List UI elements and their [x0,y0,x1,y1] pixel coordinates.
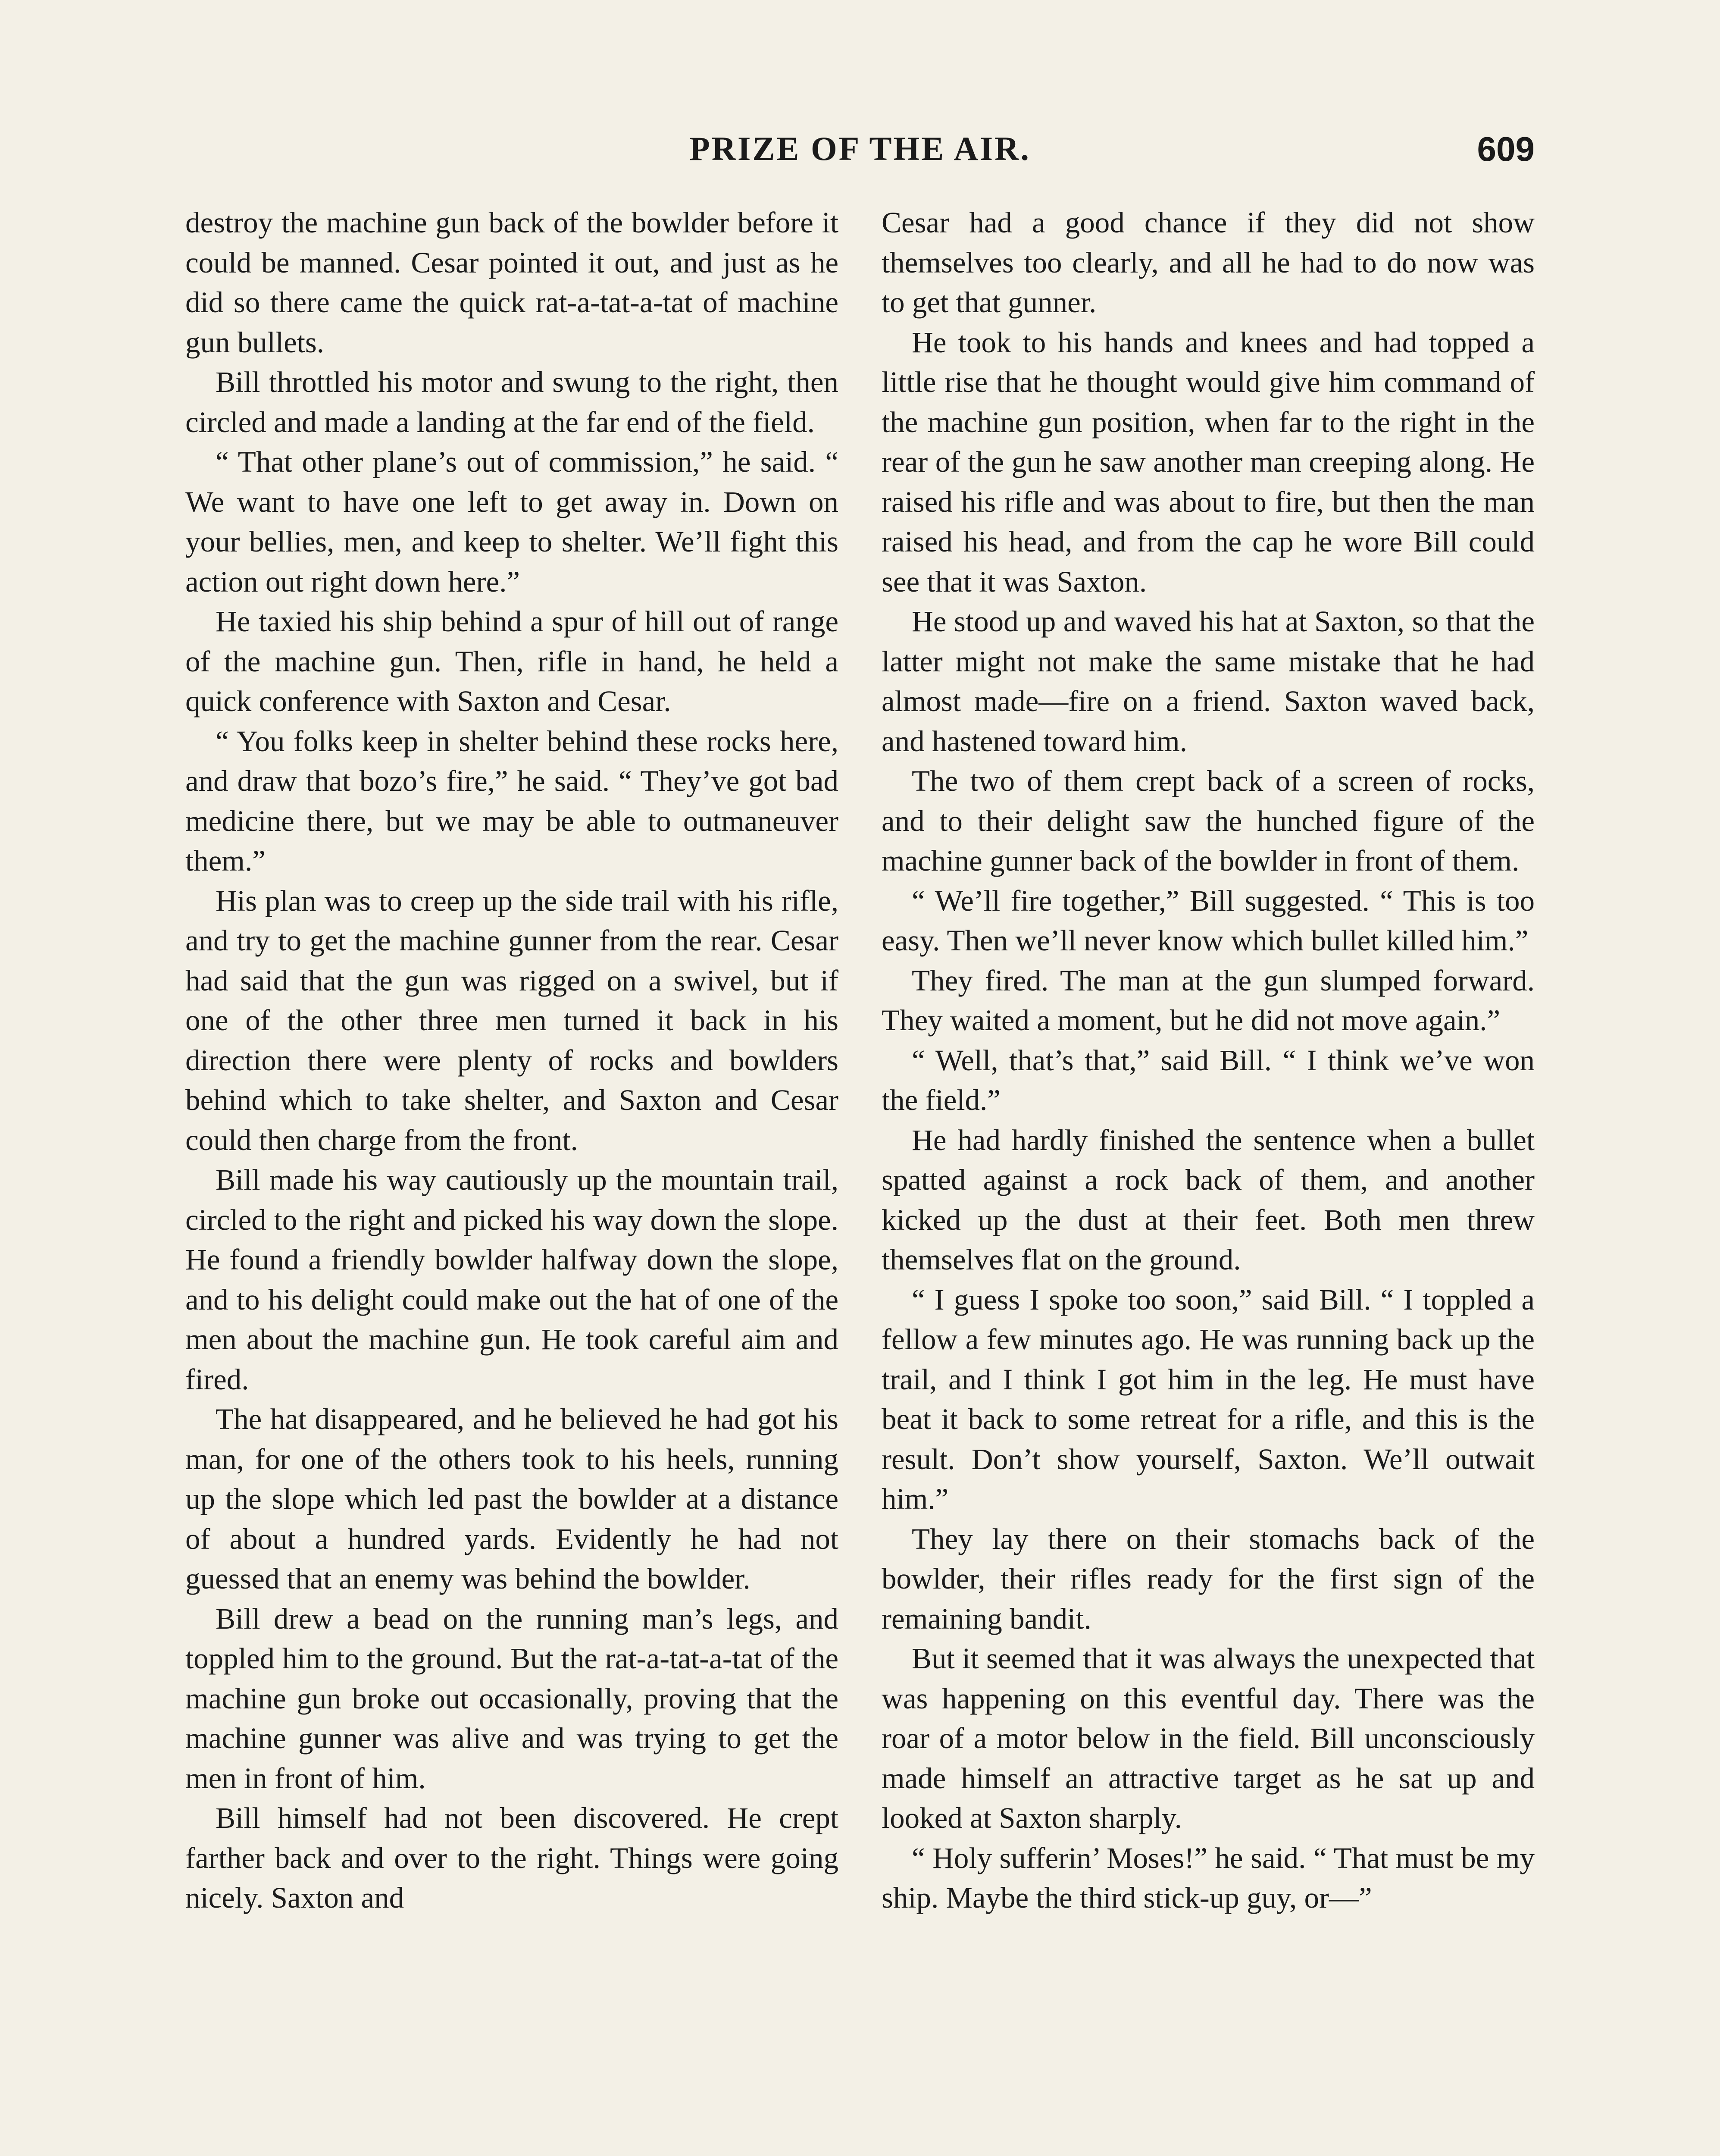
paragraph: Bill made his way cautiously up the mountain trail, circled to the right and picked his way down the slope. He found a friendly bowlder halfway down the slope, and to his delight could make out the hat of one of the men about the machine gun. He took careful aim and fired. [185,1163,838,1396]
paragraph: Bill drew a bead on the running man’s legs, and toppled him to the ground. But the rat-a-tat-a-tat of the machine gun broke out occasionally, proving that the machine gunner was alive and was trying to get the men in front of him. [185,1602,838,1795]
paragraph: “ Holy sufferin’ Moses!” he said. “ That must be my ship. Maybe the third stick-up guy, or—” [882,1841,1535,1914]
page-header [185,129,1535,181]
paragraph: They fired. The man at the gun slumped forward. They waited a moment, but he did not move again.” [882,964,1535,1037]
left-column [185,203,838,1918]
paragraph: “ You folks keep in shelter behind these rocks here, and draw that bozo’s fire,” he said. “ They’ve got bad medicine there, but we may be able to outmaneuver them.” [185,724,838,877]
paragraph: Cesar had a good chance if they did not show themselves too clearly, and all he had to do now was to get that gunner. [882,206,1535,319]
page-number: 609 [1477,130,1535,168]
paragraph: They lay there on their stomachs back of the bowlder, their rifles ready for the first sign of the remaining bandit. [882,1522,1535,1635]
running-title: PRIZE OF THE AIR. [689,130,1031,167]
paragraph: The two of them crept back of a screen of rocks, and to their delight saw the hunched figure of the machine gunner back of the bowlder in front of them. [882,765,1535,877]
paragraph: “ Well, that’s that,” said Bill. “ I think we’ve won the field.” [882,1044,1535,1116]
paragraph: “ That other plane’s out of commission,” he said. “ We want to have one left to get away in. Down on your bellies, men, and keep to shelter. We’ll fight this action out right down here.” [185,445,838,598]
paragraph: His plan was to creep up the side trail with his rifle, and try to get the machine gunner from the rear. Cesar had said that the gun was rigged on a swivel, but if one of the other three men turned it back in his direction there were plenty of rocks and bowlders behind which to take shelter, and Saxton and Cesar could then charge from the front. [185,884,838,1156]
paragraph: “ We’ll fire together,” Bill suggested. “ This is too easy. Then we’ll never know which bullet killed him.” [882,884,1535,957]
paragraph: He stood up and waved his hat at Saxton, so that the latter might not make the same mistake that he had almost made—fire on a friend. Saxton waved back, and hastened toward him. [882,605,1535,758]
paragraph: Bill throttled his motor and swung to the right, then circled and made a landing at the far end of the field. [185,366,838,439]
paragraph: He had hardly finished the sentence when a bullet spatted against a rock back of them, and another kicked up the dust at their feet. Both men threw themselves flat on the ground. [882,1123,1535,1276]
paragraph: The hat disappeared, and he believed he had got his man, for one of the others took to his heels, running up the slope which led past the bowlder at a distance of about a hundred yards. Evidently he had not guessed that an enemy was behind the bowlder. [185,1403,838,1595]
right-column [882,203,1535,1918]
paragraph: He taxied his ship behind a spur of hill out of range of the machine gun. Then, rifle in hand, he held a quick conference with Saxton and Cesar. [185,605,838,718]
text-columns [185,203,1535,2156]
paragraph: Bill himself had not been discovered. He crept farther back and over to the right. Things were going nicely. Saxton and [185,1802,838,1914]
paragraph: He took to his hands and knees and had topped a little rise that he thought would give him command of the machine gun position, when far to the right in the rear of the gun he saw another man creeping along. He raised his rifle and was about to fire, but then the man raised his head, and from the cap he wore Bill could see that it was Saxton. [882,326,1535,598]
paragraph: destroy the machine gun back of the bowlder before it could be manned. Cesar pointed it out, and just as he did so there came the quick rat-a-tat-a-tat of machine gun bullets. [185,206,838,359]
paragraph: “ I guess I spoke too soon,” said Bill. “ I toppled a fellow a few minutes ago. He was running back up the trail, and I think I got him in the leg. He must have beat it back to some retreat for a rifle, and this is the result. Don’t show yourself, Saxton. We’ll outwait him.” [882,1283,1535,1515]
paragraph: But it seemed that it was always the unexpected that was happening on this eventful day. There was the roar of a motor below in the field. Bill unconsciously made himself an attractive target as he sat up and looked at Saxton sharply. [882,1642,1535,1834]
